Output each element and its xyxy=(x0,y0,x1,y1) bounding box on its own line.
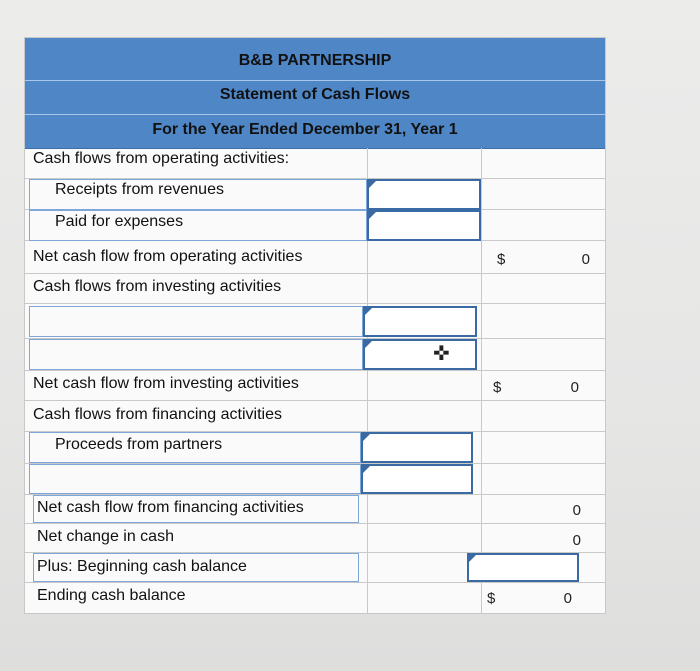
ending-balance-value: 0 xyxy=(563,590,572,607)
net-change-value: 0 xyxy=(572,532,581,549)
net-operating-label: Net cash flow from operating activities xyxy=(33,248,303,265)
expenses-amount-input[interactable] xyxy=(367,210,481,241)
statement-header xyxy=(25,38,605,149)
header-divider xyxy=(25,114,605,115)
financing-activities-heading: Cash flows from financing activities xyxy=(33,406,282,423)
net-financing-label: Net cash flow from financing activities xyxy=(37,499,304,516)
ending-balance-currency: $ xyxy=(487,590,496,607)
expenses-label: Paid for expenses xyxy=(55,213,184,230)
financing-line-2-amount-input[interactable] xyxy=(361,464,473,494)
financing-line-2-label-input[interactable] xyxy=(29,464,361,494)
receipts-amount-input[interactable] xyxy=(367,179,481,210)
row-divider xyxy=(25,370,605,371)
investing-line-1-amount-input[interactable] xyxy=(363,306,477,337)
investing-line-2-label-input[interactable] xyxy=(29,339,363,370)
operating-activities-heading: Cash flows from operating activities: xyxy=(33,150,290,167)
beginning-balance-input[interactable] xyxy=(467,553,579,582)
net-operating-currency: $ xyxy=(497,251,506,268)
company-name: B&B PARTNERSHIP xyxy=(238,52,392,69)
beginning-balance-label: Plus: Beginning cash balance xyxy=(37,558,247,575)
proceeds-amount-input[interactable] xyxy=(361,432,473,463)
net-investing-value: 0 xyxy=(570,379,579,396)
ending-balance-label: Ending cash balance xyxy=(37,587,186,604)
move-cursor-icon: ✜ xyxy=(433,343,450,365)
proceeds-label: Proceeds from partners xyxy=(55,436,223,453)
net-change-label: Net change in cash xyxy=(37,528,174,545)
column-divider xyxy=(481,148,482,613)
investing-activities-heading: Cash flows from investing activities xyxy=(33,278,282,295)
row-divider xyxy=(25,273,605,274)
row-divider xyxy=(25,400,605,401)
net-investing-label: Net cash flow from investing activities xyxy=(33,375,299,392)
row-divider xyxy=(25,303,605,304)
investing-line-2-amount-input[interactable] xyxy=(363,339,477,370)
header-divider xyxy=(25,80,605,81)
net-investing-currency: $ xyxy=(493,379,502,396)
row-divider xyxy=(25,523,605,524)
receipts-label: Receipts from revenues xyxy=(55,181,224,198)
net-operating-value: 0 xyxy=(581,251,590,268)
statement-title: Statement of Cash Flows xyxy=(219,86,411,103)
cash-flow-worksheet xyxy=(24,37,606,614)
net-financing-value: 0 xyxy=(572,502,581,519)
investing-line-1-label-input[interactable] xyxy=(29,306,363,337)
statement-period: For the Year Ended December 31, Year 1 xyxy=(152,121,458,138)
row-divider xyxy=(25,582,605,583)
